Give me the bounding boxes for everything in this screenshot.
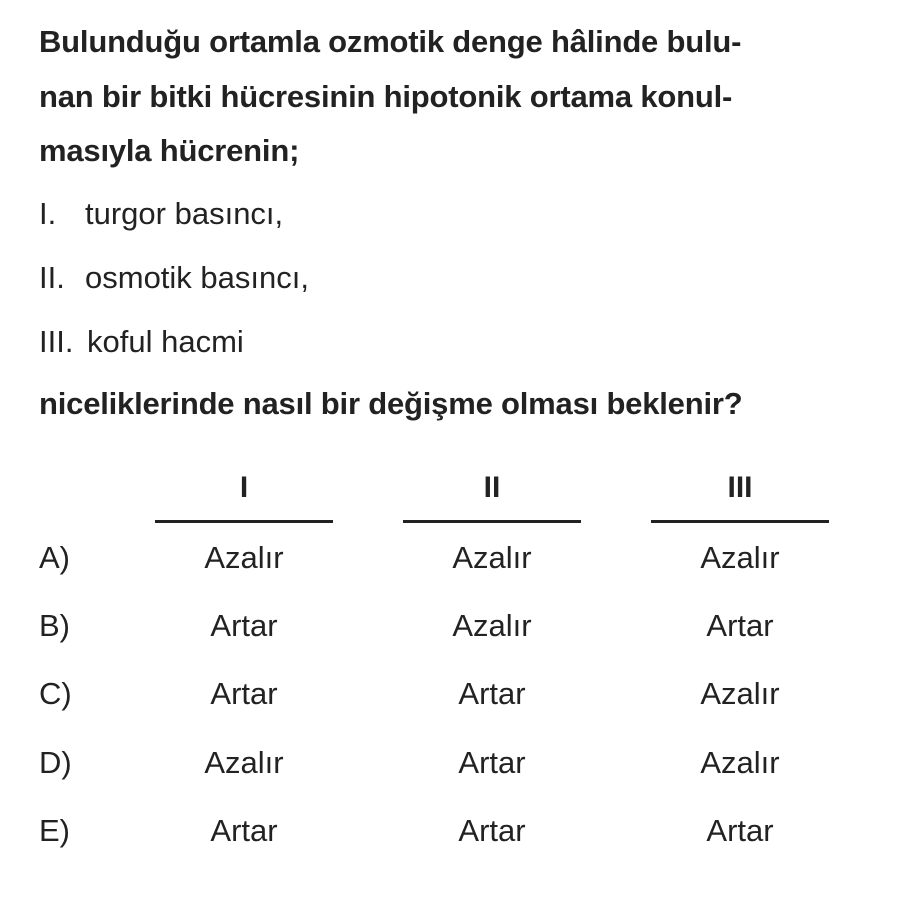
item-3-text: koful hacmi bbox=[87, 324, 244, 359]
option-e-value-2: Artar bbox=[458, 813, 526, 848]
item-1 bbox=[39, 196, 283, 232]
question-prompt: niceliklerinde nasıl bir değişme olması beklenir? bbox=[39, 386, 743, 421]
option-d-value-2: Artar bbox=[458, 745, 526, 780]
option-e-value-1: Artar bbox=[210, 813, 278, 848]
option-c-value-2: Artar bbox=[458, 676, 526, 711]
option-d-value-1: Azalır bbox=[204, 745, 284, 780]
item-3-numeral: III. bbox=[39, 324, 74, 359]
item-2 bbox=[39, 260, 309, 296]
item-1-numeral: I. bbox=[39, 196, 57, 231]
option-a-label[interactable]: A) bbox=[39, 540, 70, 575]
column-rule-2 bbox=[403, 520, 581, 523]
item-2-numeral: II. bbox=[39, 260, 65, 295]
column-header-3: III bbox=[727, 471, 753, 504]
item-3 bbox=[39, 324, 244, 360]
option-c-label[interactable]: C) bbox=[39, 676, 72, 711]
question-stem-line-1: Bulunduğu ortamla ozmotik denge hâlinde bulu- bbox=[39, 24, 742, 59]
option-b-value-2: Azalır bbox=[452, 608, 532, 643]
question-stem-line-2: nan bir bitki hücresinin hipotonik ortama konul- bbox=[39, 79, 733, 114]
option-b-value-1: Artar bbox=[210, 608, 278, 643]
item-2-text: osmotik basıncı, bbox=[85, 260, 309, 295]
option-b-value-3: Artar bbox=[706, 608, 774, 643]
option-e-value-3: Artar bbox=[706, 813, 774, 848]
column-rule-3 bbox=[651, 520, 829, 523]
option-a-value-2: Azalır bbox=[452, 540, 532, 575]
option-b-label[interactable]: B) bbox=[39, 608, 70, 643]
column-header-1: I bbox=[239, 471, 249, 504]
item-1-text: turgor basıncı, bbox=[85, 196, 284, 231]
question-stem-line-3: masıyla hücrenin; bbox=[39, 133, 300, 168]
column-header-2: II bbox=[483, 471, 501, 504]
option-c-value-3: Azalır bbox=[700, 676, 780, 711]
option-a-value-3: Azalır bbox=[700, 540, 780, 575]
option-d-value-3: Azalır bbox=[700, 745, 780, 780]
option-d-label[interactable]: D) bbox=[39, 745, 72, 780]
option-a-value-1: Azalır bbox=[204, 540, 284, 575]
option-c-value-1: Artar bbox=[210, 676, 278, 711]
option-e-label[interactable]: E) bbox=[39, 813, 70, 848]
column-rule-1 bbox=[155, 520, 333, 523]
